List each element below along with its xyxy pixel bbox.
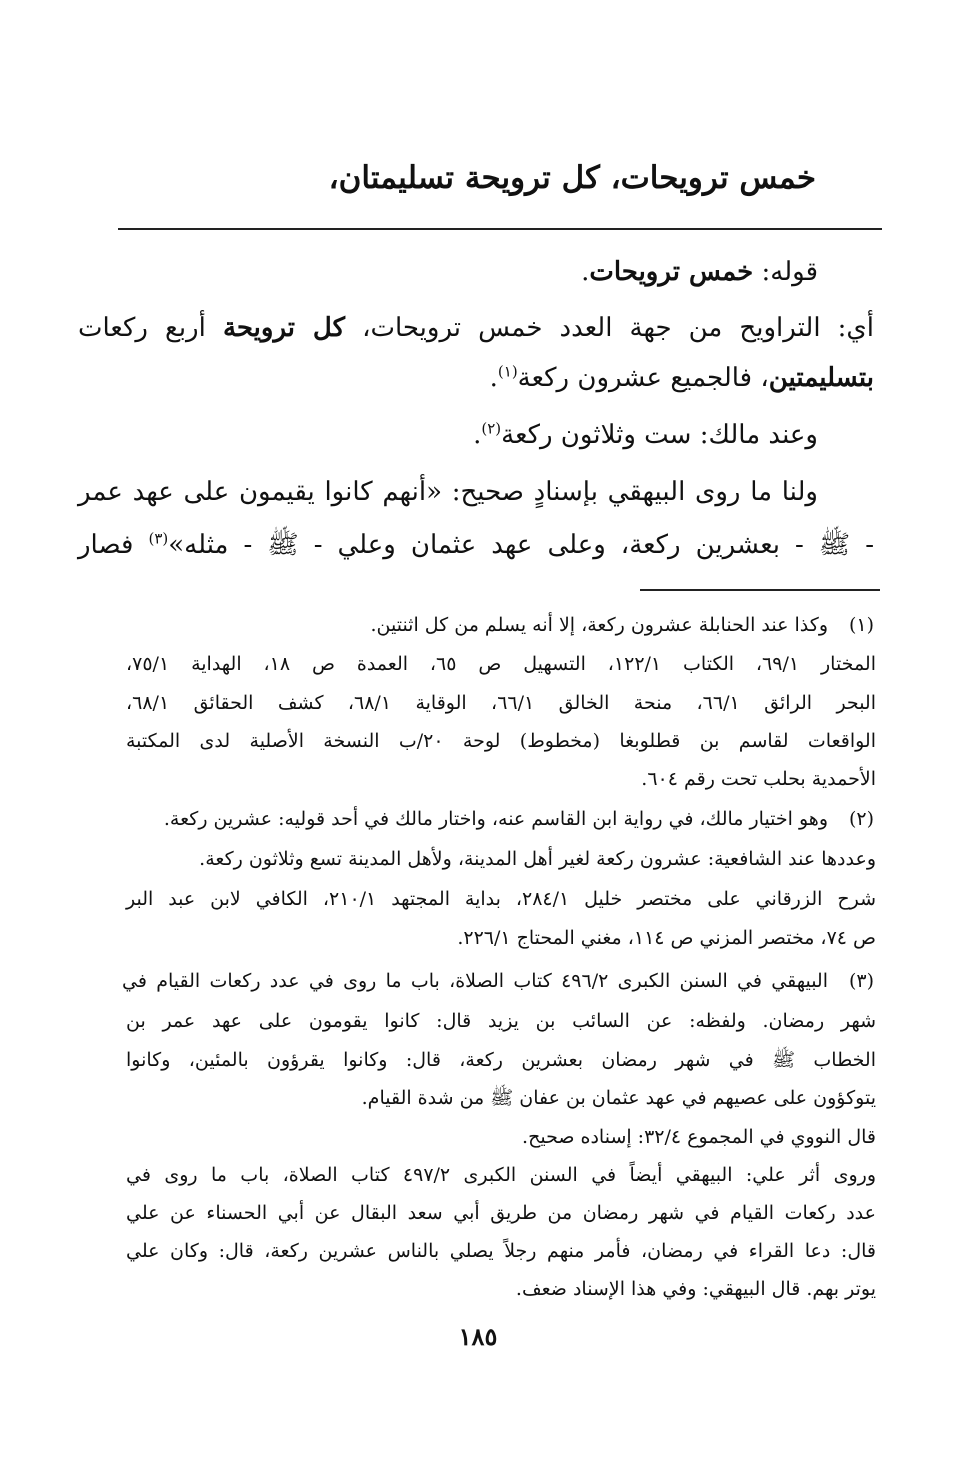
footnote-1-line: الواقعات لقاسم بن قطلوبغا (مخطوط) لوحة ٢٠/ب النسخة الأصلية لدى المكتبة <box>126 730 876 752</box>
body-p4-l2-a: - ﷺ - بعشرين ركعة، وعلى عهد عثمان وعلي - ﷺ - مثله» <box>168 530 874 560</box>
footnote-2-line: وهو اختيار مالك، في رواية ابن القاسم عنه، واختار مالك في أحد قوليه: عشرين ركعة. <box>163 808 828 830</box>
footnote-ref-2[interactable]: (٢) <box>481 419 502 438</box>
footnote-3-line: قال النووي في المجموع ٣٢/٤: إسناده صحيح. <box>522 1126 876 1148</box>
footnote-2-line: شرح الزرقاني على مختصر خليل ٢٨٤/١، بداية المجتهد ٢١٠/١، الكافي لابن عبد البر <box>126 888 876 910</box>
footnote-3-line: قال: دعا القراء في رمضان، فأمر منهم رجلاً يصلي بالناس عشرين ركعة، قال: وكان علي <box>126 1240 876 1262</box>
body-p3-text: وعند مالك: ست وثلاثون ركعة <box>501 420 818 450</box>
footnote-1-line: وكذا عند الحنابلة عشرون ركعة، إلا أنه يسلم من كل اثنتين. <box>370 614 828 636</box>
body-p1-bold: خمس ترويحات <box>589 257 754 287</box>
footnote-3-line: البيهقي في السنن الكبرى ٤٩٦/٢ كتاب الصلاة، باب ما روى في عدد ركعات القيام في <box>122 970 828 992</box>
body-paragraph-2-line-1 <box>78 313 874 343</box>
footnote-2-number: (٢) <box>848 808 874 830</box>
body-p2-l2-bold: بتسليمتين <box>768 363 874 393</box>
body-p1-label: قوله: <box>753 257 818 287</box>
body-paragraph-4-line-2 <box>78 528 874 566</box>
footnote-3-line: يتوكؤون على عصيهم في عهد عثمان بن عفان ﷺ من شدة القيام. <box>361 1087 876 1109</box>
body-p4-l2-b: فصار <box>78 530 149 560</box>
footnote-divider <box>640 589 880 591</box>
body-paragraph-2-line-2 <box>78 363 874 393</box>
footnote-2-line: ص ٧٤، مختصر المزني ص ١١٤، مغني المحتاج ٢٢٦/١. <box>457 927 876 949</box>
running-header-title: خمس ترويحات، كل ترويحة تسليمتان، <box>328 160 816 196</box>
footnote-2-line: وعددها عند الشافعية: عشرون ركعة لغير أهل المدينة، ولأهل المدينة تسع وثلاثون ركعة. <box>199 848 876 870</box>
footnote-1-line: المختار ٦٩/١، الكتاب ١٢٢/١، التسهيل ص ٦٥، العمدة ص ١٨، الهداية ٧٥/١، <box>126 653 876 675</box>
body-p1-end: . <box>581 257 590 287</box>
body-p3-end: . <box>473 420 482 450</box>
footnote-3-line: يوتر بهم. قال البيهقي: وفي هذا الإسناد ضعف. <box>515 1278 876 1300</box>
page-number: ١٨٥ <box>458 1322 498 1351</box>
footnote-3-line: عدد ركعات القيام في شهر رمضان من طريق أبي سعد البقال عن أبي الحسناء عن علي <box>126 1202 876 1224</box>
body-p2-l2-a: ، فالجميع عشرون ركعة <box>517 363 769 393</box>
footnote-3-line: وروى أثر علي: البيهقي أيضاً في السنن الكبرى ٤٩٧/٢ كتاب الصلاة، باب ما روى في <box>126 1164 877 1186</box>
footnote-1-line: البحر الرائق ٦٦/١، منحة الخالق ٦٦/١، الوقاية ٦٨/١، كشف الحقائق ٦٨/١، <box>126 692 877 714</box>
footnote-3-line: شهر رمضان. ولفظه: عن السائب بن يزيد قال: كانوا يقومون على عهد عمر بن <box>126 1010 876 1032</box>
footnote-3-number: (٣) <box>848 970 874 992</box>
footnote-ref-1[interactable]: (١) <box>497 362 518 381</box>
body-p2-l1-b: أربع ركعات <box>78 313 223 343</box>
header-divider <box>118 228 882 230</box>
footnote-ref-3[interactable]: (٣) <box>148 529 169 548</box>
body-paragraph-1 <box>78 257 818 287</box>
body-p2-l2-end: . <box>489 363 498 393</box>
footnote-1-line: الأحمدية بحلب تحت رقم ٦٠٤. <box>641 768 876 790</box>
footnote-3-line: الخطاب ﷺ في شهر رمضان بعشرين ركعة، قال: وكانوا يقرؤون بالمئين، وكانوا <box>126 1049 876 1071</box>
body-paragraph-3 <box>78 420 818 450</box>
body-p2-l1-bold: كل ترويحة <box>222 313 345 343</box>
footnote-1-number: (١) <box>848 614 874 636</box>
body-paragraph-4-line-1: ولنا ما روى البيهقي بإسنادٍ صحيح: «أنهم كانوا يقيمون على عهد عمر <box>78 477 818 507</box>
body-p2-l1-a: أي: التراويح من جهة العدد خمس ترويحات، <box>345 313 875 343</box>
